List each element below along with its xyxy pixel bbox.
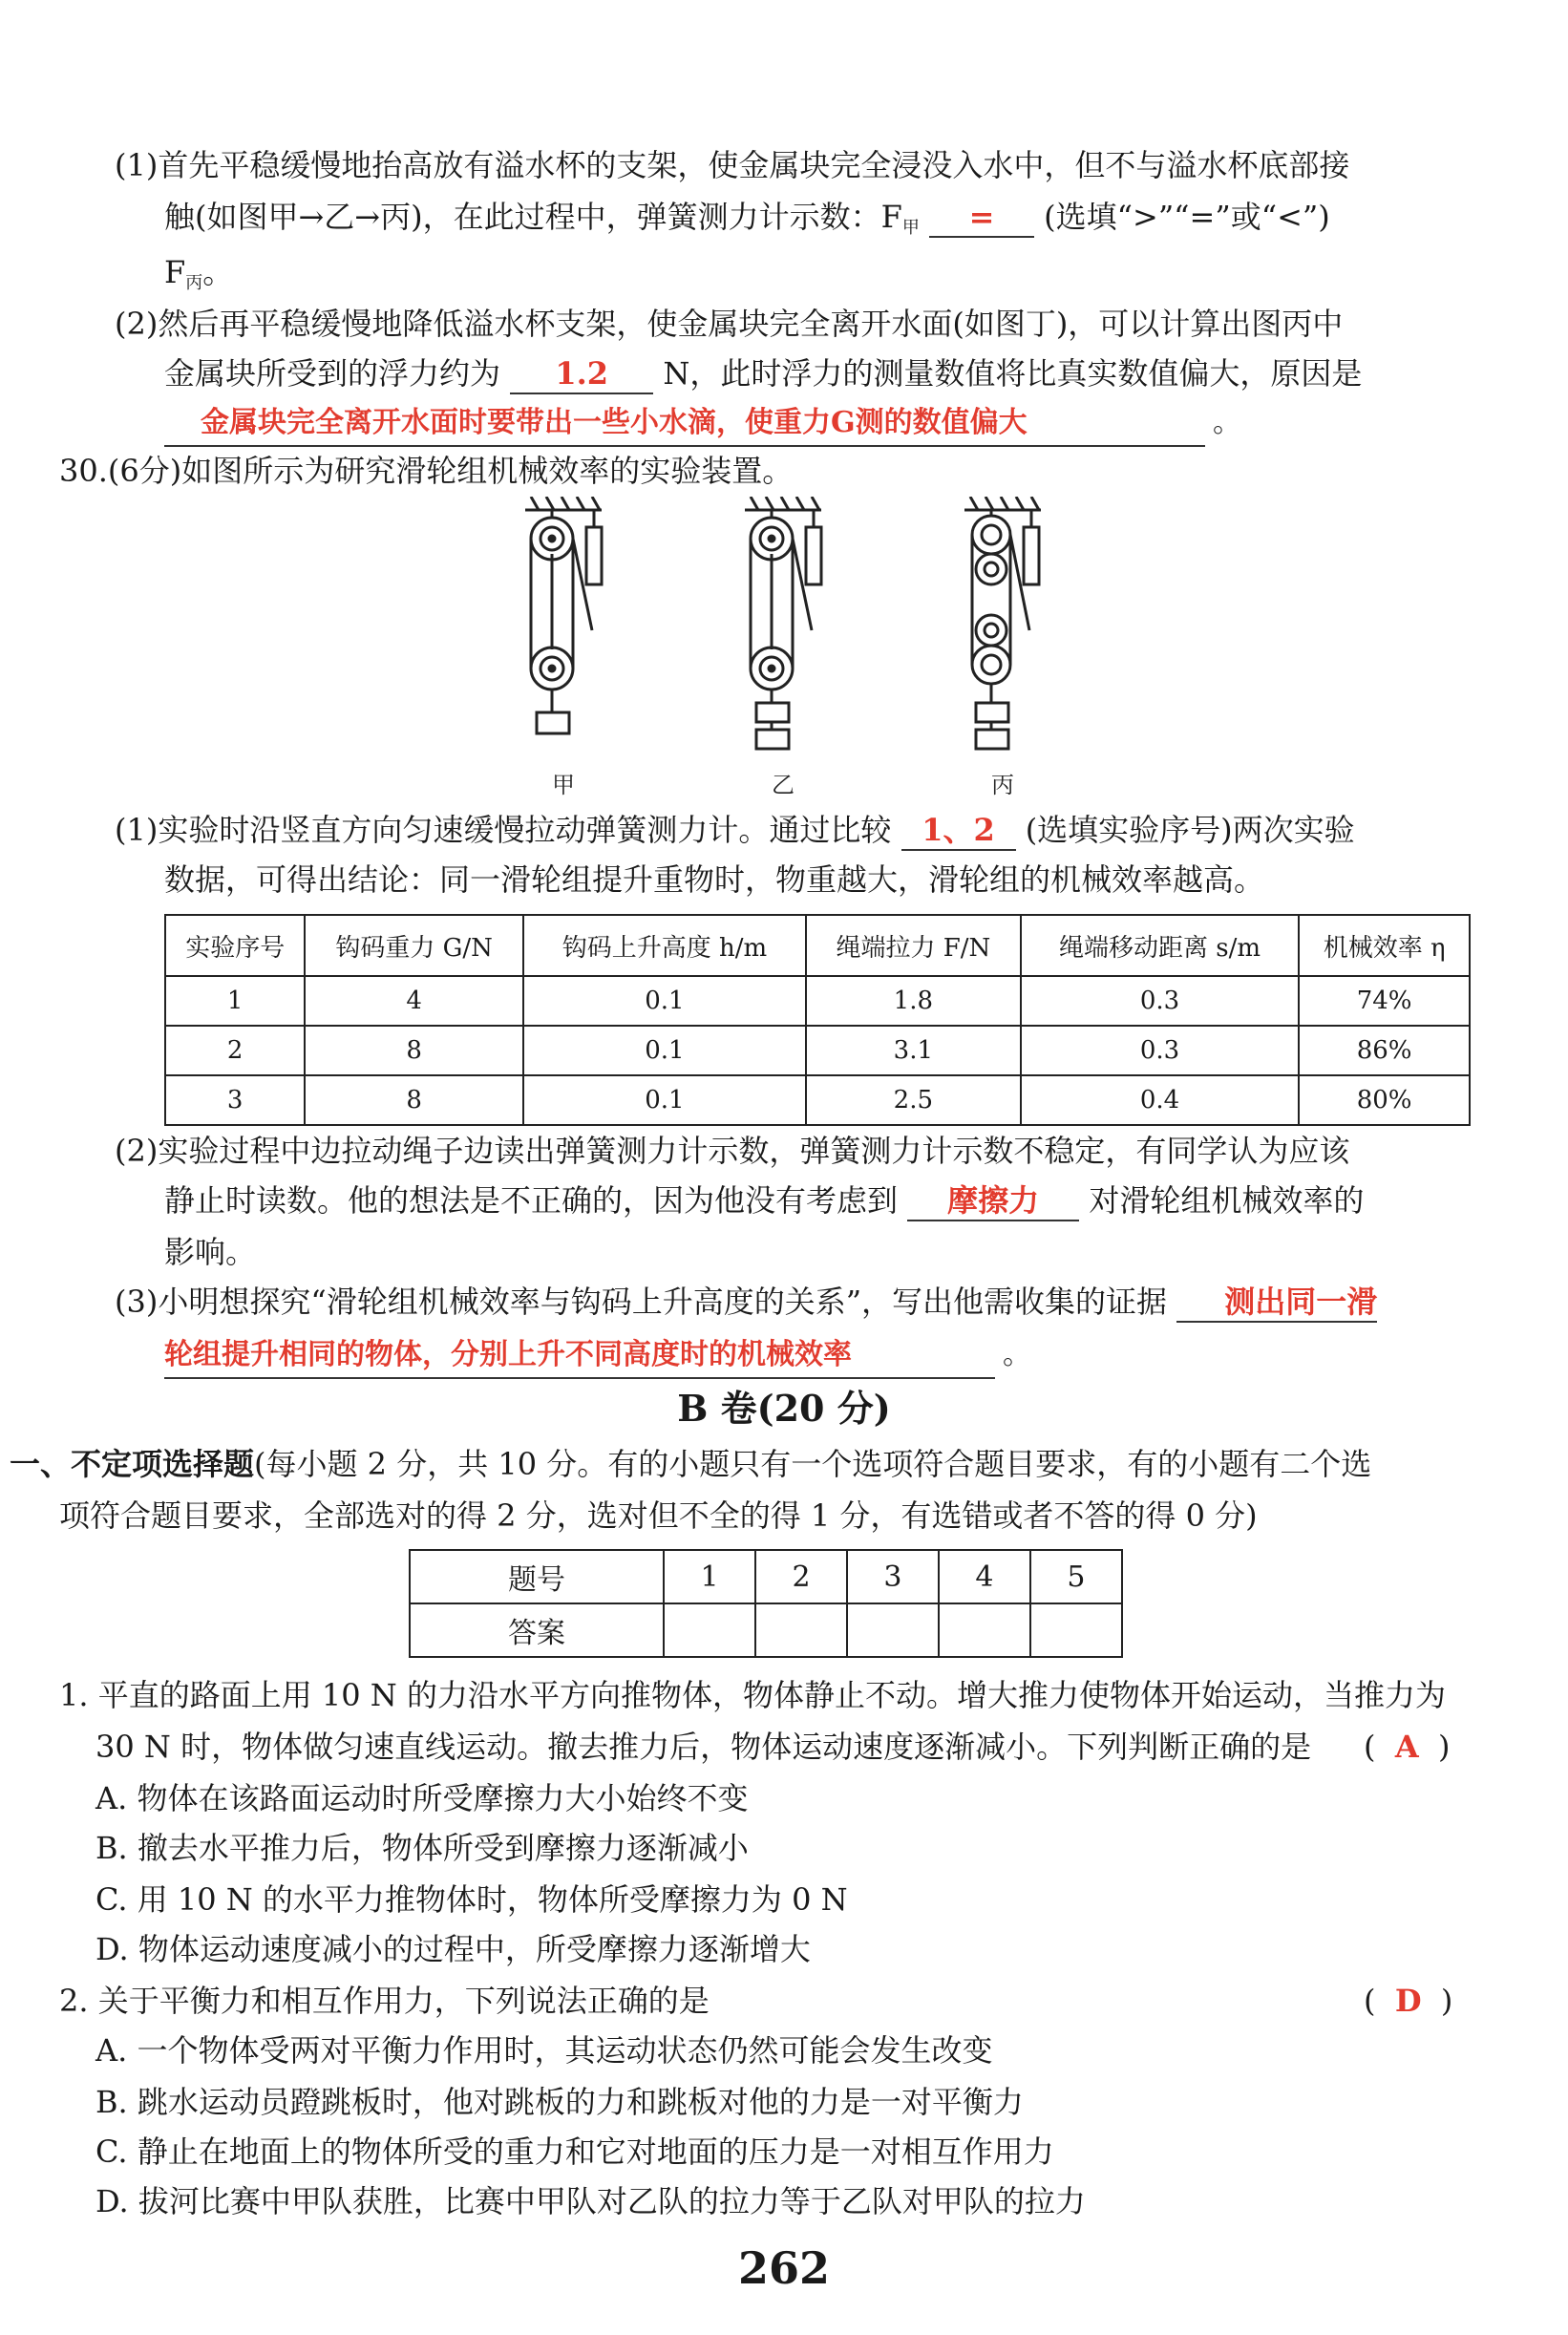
q29-p2-answer: 1.2 <box>510 354 653 394</box>
table-row <box>165 1075 1470 1125</box>
q30-p2-answer: 摩擦力 <box>907 1181 1079 1221</box>
table-cell: 2 <box>755 1550 847 1603</box>
answer-grid <box>409 1549 1123 1658</box>
mc2-stem-line1: 2. 关于平衡力和相互作用力，下列说法正确的是 <box>59 1983 710 2019</box>
mc1-answer: ( A ) <box>1364 1729 1451 1765</box>
q29-p1-line3: $F_丙$。 <box>164 254 234 293</box>
q30-p1-line1: (1)实验时沿竖直方向匀速缓慢拉动弹簧测力计。通过比较 1、2 (选填实验序号)两次实验 <box>115 808 1355 852</box>
table-header-row <box>165 915 1470 976</box>
section-b-heading-line1: 一、不定项选择题(每小题 2 分，共 10 分。有的小题只有一个选项符合题目要求，有的小题有二个选 <box>10 1446 1372 1482</box>
table-header: 绳端移动距离 s/m <box>1021 915 1299 976</box>
answer-cell-2[interactable] <box>755 1603 847 1657</box>
table-row <box>165 976 1470 1026</box>
answer-grid-row <box>410 1550 1122 1603</box>
table-cell: 4 <box>305 976 522 1026</box>
table-cell: 3 <box>165 1075 305 1125</box>
fig-label-yi: 乙 <box>772 772 795 798</box>
answer-cell-4[interactable] <box>939 1603 1030 1657</box>
q30-p1-line2: 数据，可得出结论：同一滑轮组提升重物时，物重越大，滑轮组的机械效率越高。 <box>164 861 1265 898</box>
table-cell: 0.1 <box>523 1026 806 1075</box>
mc2-option-a: A. 一个物体受两对平衡力作用时，其运动状态仍然可能会发生改变 <box>95 2032 993 2069</box>
answer-cell-1[interactable] <box>664 1603 755 1657</box>
q30-p3-line1: (3)小明想探究“滑轮组机械效率与钩码上升高度的关系”，写出他需收集的证据 测出同一滑 <box>115 1280 1377 1324</box>
table-cell: 86% <box>1299 1026 1470 1075</box>
experiment-table <box>164 914 1471 1126</box>
q30-p2-line3: 影响。 <box>164 1234 257 1270</box>
q30-p3-answer-b: 轮组提升相同的物体，分别上升不同高度时的机械效率 <box>164 1333 995 1379</box>
mc2-option-d: D. 拔河比赛中甲队获胜，比赛中甲队对乙队的拉力等于乙队对甲队的拉力 <box>95 2183 1086 2219</box>
table-cell: 80% <box>1299 1075 1470 1125</box>
table-cell: 3 <box>847 1550 939 1603</box>
table-cell: 1 <box>165 976 305 1026</box>
table-cell: 题号 <box>410 1550 664 1603</box>
q29-p1-line1: (1)首先平稳缓慢地抬高放有溢水杯的支架，使金属块完全浸没入水中，但不与溢水杯底部接 <box>115 147 1350 183</box>
section-b-heading-line2: 项符合题目要求，全部选对的得 2 分，选对但不全的得 1 分，有选错或者不答的得 0 分) <box>59 1497 1258 1534</box>
mc1-option-d: D. 物体运动速度减小的过程中，所受摩擦力逐渐增大 <box>95 1931 811 1967</box>
table-cell: 1 <box>664 1550 755 1603</box>
table-cell: 0.3 <box>1021 1026 1299 1075</box>
table-cell: 3.1 <box>806 1026 1021 1075</box>
table-cell: 0.4 <box>1021 1075 1299 1125</box>
mc1-option-a: A. 物体在该路面运动时所受摩擦力大小始终不变 <box>95 1780 749 1816</box>
table-header: 钩码上升高度 h/m <box>523 915 806 976</box>
q30-p2-line2: 静止时读数。他的想法是不正确的，因为他没有考虑到 摩擦力 对滑轮组机械效率的 <box>164 1178 1364 1222</box>
mc2-option-c: C. 静止在地面上的物体所受的重力和它对地面的压力是一对相互作用力 <box>95 2133 1054 2170</box>
fig-label-jia: 甲 <box>552 772 575 798</box>
table-row <box>165 1026 1470 1075</box>
table-cell: 0.1 <box>523 1075 806 1125</box>
answer-grid-row <box>410 1603 1122 1657</box>
table-cell: 0.1 <box>523 976 806 1026</box>
q29-p2-line1: (2)然后再平稳缓慢地降低溢水杯支架，使金属块完全离开水面(如图丁)，可以计算出图丙中 <box>115 306 1344 342</box>
q30-title: 30.(6分)如图所示为研究滑轮组机械效率的实验装置。 <box>59 453 794 489</box>
table-cell: 0.3 <box>1021 976 1299 1026</box>
mc1-option-b: B. 撤去水平推力后，物体所受到摩擦力逐渐减小 <box>95 1830 749 1866</box>
table-cell: 2 <box>165 1026 305 1075</box>
pulley-setup-yi <box>745 497 821 749</box>
q29-p1-answer: = <box>929 198 1034 238</box>
q30-p3-answer-a: 测出同一滑 <box>1176 1283 1377 1323</box>
q30-p1-answer: 1、2 <box>901 811 1016 851</box>
pulley-setup-jia <box>525 497 602 733</box>
q29-p2-answer2: 金属块完全离开水面时要带出一些小水滴，使重力G测的数值偏大 <box>164 401 1205 447</box>
answer-cell-3[interactable] <box>847 1603 939 1657</box>
pulley-setup-bing <box>964 497 1041 749</box>
q30-p3-line2: 轮组提升相同的物体，分别上升不同高度时的机械效率 。 <box>164 1333 1031 1379</box>
section-b-title: B 卷(20 分) <box>677 1387 891 1430</box>
table-cell: 8 <box>305 1075 522 1125</box>
mc1-stem-line2: 30 N 时，物体做匀速直线运动。撤去推力后，物体运动速度逐渐减小。下列判断正确的是 <box>95 1729 1312 1765</box>
pulley-figures <box>506 497 1098 812</box>
mc1-option-c: C. 用 10 N 的水平力推物体时，物体所受摩擦力为 0 N <box>95 1881 848 1918</box>
table-cell: 8 <box>305 1026 522 1075</box>
answer-cell-5[interactable] <box>1030 1603 1122 1657</box>
q29-p2-line3: 金属块完全离开水面时要带出一些小水滴，使重力G测的数值偏大 。 <box>164 401 1241 447</box>
mc2-answer: ( D ) <box>1364 1983 1453 2019</box>
mc1-stem-line1: 1. 平直的路面上用 10 N 的力沿水平方向推物体，物体静止不动。增大推力使物体开始运动，当推力为 <box>59 1677 1446 1713</box>
table-cell: 答案 <box>410 1603 664 1657</box>
table-cell: 4 <box>939 1550 1030 1603</box>
page-number: 262 <box>737 2242 831 2294</box>
mc2-option-b: B. 跳水运动员蹬跳板时，他对跳板的力和跳板对他的力是一对平衡力 <box>95 2084 1024 2120</box>
q29-p2-line2: 金属块所受到的浮力约为 1.2 N，此时浮力的测量数值将比真实数值偏大，原因是 <box>164 351 1362 395</box>
table-cell: 74% <box>1299 976 1470 1026</box>
q30-p2-line1: (2)实验过程中边拉动绳子边读出弹簧测力计示数，弹簧测力计示数不稳定，有同学认为应该 <box>115 1133 1350 1169</box>
table-header: 钩码重力 G/N <box>305 915 522 976</box>
table-cell: 1.8 <box>806 976 1021 1026</box>
table-cell: 5 <box>1030 1550 1122 1603</box>
fig-label-bing: 丙 <box>991 772 1014 798</box>
table-header: 绳端拉力 F/N <box>806 915 1021 976</box>
table-cell: 2.5 <box>806 1075 1021 1125</box>
table-header: 实验序号 <box>165 915 305 976</box>
table-header: 机械效率 η <box>1299 915 1470 976</box>
q29-p1-line2: 触(如图甲→乙→丙)，在此过程中，弹簧测力计示数：$F_甲$ = (选填“>”“=”或“<”) <box>164 199 1330 238</box>
